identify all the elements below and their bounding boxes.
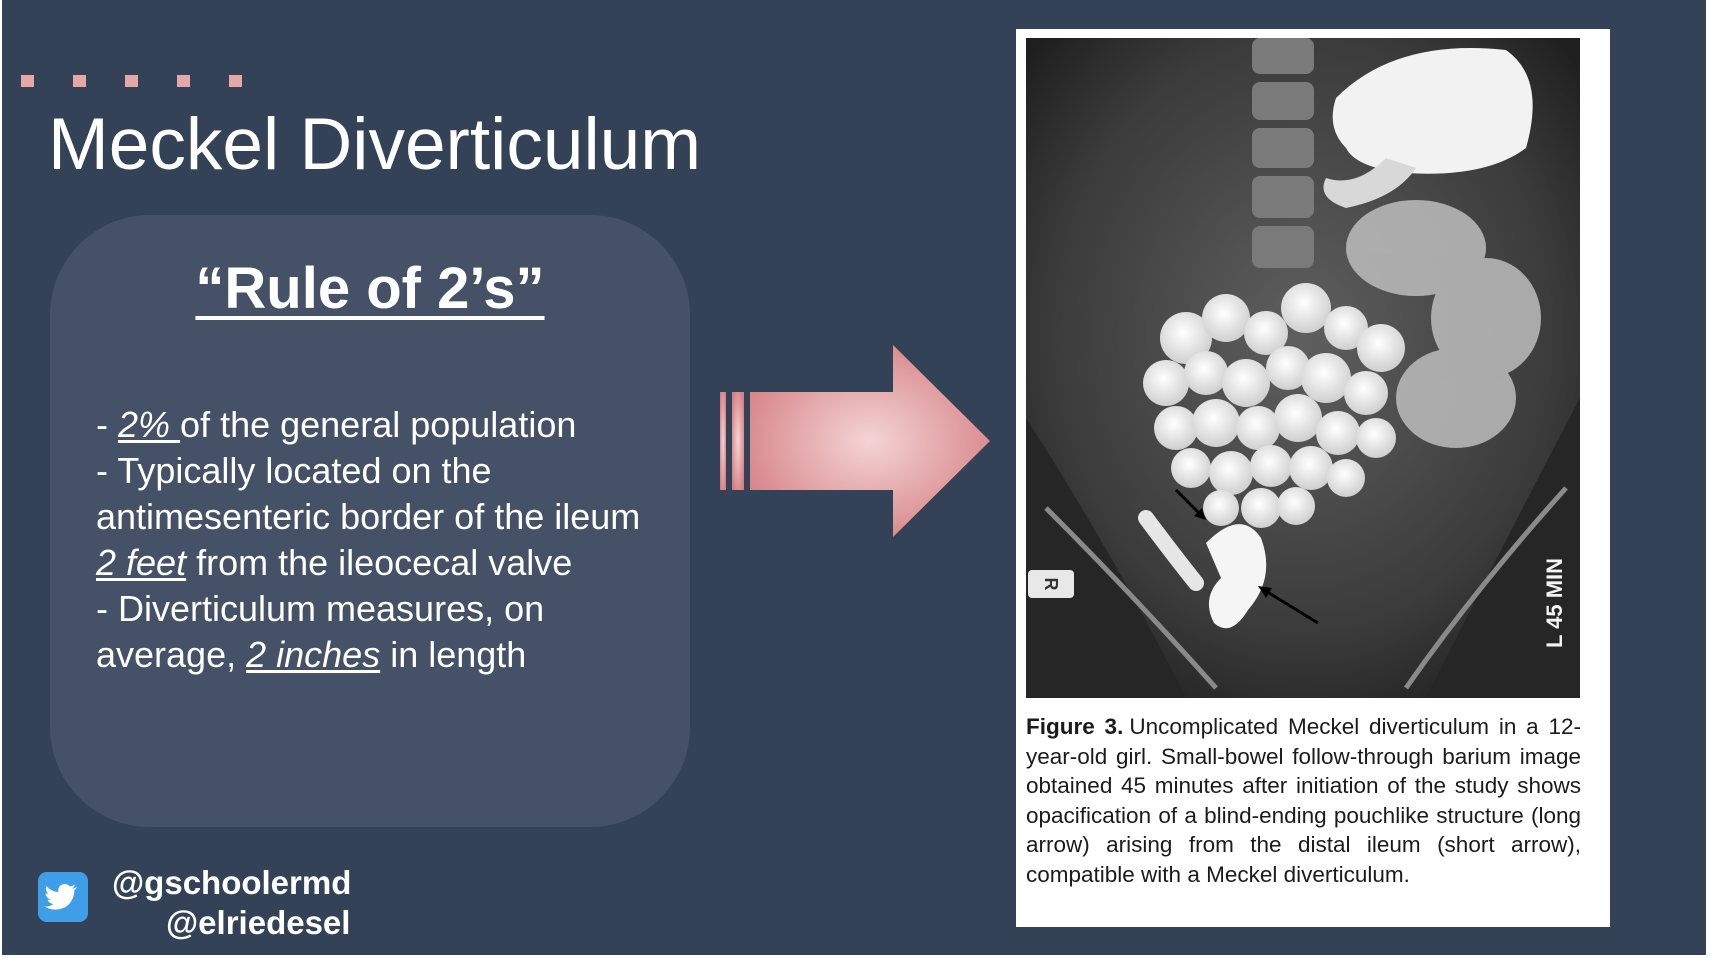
twitter-icon[interactable] — [38, 872, 88, 922]
side-marker: R — [1041, 577, 1061, 591]
decorative-dot — [177, 75, 190, 87]
slide — [2, 0, 1706, 955]
rule-heading: “Rule of 2’s” — [195, 256, 545, 321]
emphasis-value: 2 inches — [246, 634, 381, 675]
decorative-dot — [229, 75, 242, 87]
emphasis-value: 2 feet — [96, 542, 187, 583]
emphasis-value: 2% — [118, 404, 181, 445]
rule-point: - Typically located on the antimesenteric border of the ileum 2 feet from the ileocecal valve — [96, 450, 641, 583]
twitter-handle[interactable]: @gschoolermd — [112, 864, 352, 901]
figure-panel — [1016, 29, 1610, 927]
xray-image — [1026, 38, 1580, 698]
caption-text: Uncomplicated Meckel diverticulum in a 12-year-old girl. Small-bowel follow-through barium image obtained 45 minutes after initiation of the study shows opacification of a blind-ending pouchlike structure (long arrow) arising from the distal ileum (short arrow), compatible with a Meckel diverticulum. — [1026, 714, 1581, 887]
time-marker: L 45 MIN — [1542, 557, 1567, 648]
decorative-dot — [73, 75, 86, 87]
decorative-dot — [125, 75, 138, 87]
rule-box — [50, 215, 690, 827]
social-handles — [38, 864, 378, 948]
slide-title: Meckel Diverticulum — [48, 104, 702, 185]
right-arrow-icon — [720, 345, 990, 537]
rule-points — [96, 402, 666, 678]
decorative-dot — [21, 75, 34, 87]
figure-caption — [1026, 712, 1581, 889]
twitter-handle[interactable]: @elriedesel — [166, 904, 351, 941]
rule-point: - 2% of the general population — [96, 404, 577, 445]
rule-point: - Diverticulum measures, on average, 2 inches in length — [96, 588, 545, 675]
caption-label: Figure 3. — [1026, 714, 1124, 739]
